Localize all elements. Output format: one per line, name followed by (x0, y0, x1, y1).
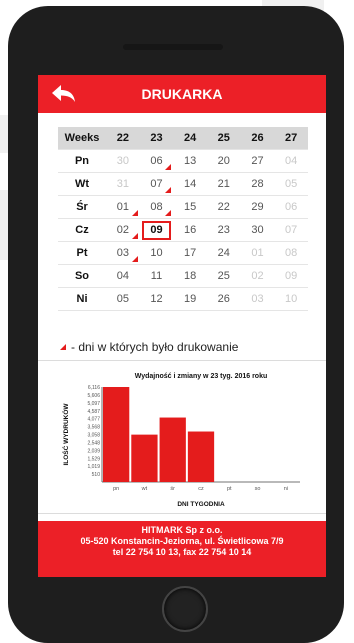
day-number: 02 (116, 224, 129, 236)
week-number-header: 27 (274, 127, 308, 150)
calendar-day[interactable] (140, 173, 174, 196)
day-number: 14 (184, 178, 197, 190)
company-address: 05-520 Konstancin-Jeziorna, ul. Świetlicowa 7/9 (80, 536, 284, 546)
day-number: 19 (184, 293, 197, 305)
y-tick-label: 1,019 (87, 464, 100, 471)
company-footer (38, 521, 326, 577)
x-tick-label: so (254, 486, 261, 492)
day-number: 16 (184, 224, 197, 236)
day-number: 27 (251, 155, 264, 167)
y-tick-label: 2,039 (87, 448, 100, 455)
day-number: 03 (116, 247, 129, 259)
chart-title: Wydajność i zmiany w 23 tyg. 2016 roku (134, 373, 268, 380)
calendar-day[interactable] (173, 150, 207, 173)
calendar-day[interactable] (207, 150, 241, 173)
calendar-day[interactable] (241, 219, 275, 242)
x-axis-label: DNI TYGODNIA (177, 501, 225, 508)
calendar-day[interactable] (173, 265, 207, 288)
calendar-day[interactable] (207, 288, 241, 311)
calendar-day[interactable] (106, 219, 140, 242)
printed-day-marker-icon (132, 256, 138, 262)
day-number: 31 (116, 178, 129, 190)
weekday-label: Ni (58, 288, 106, 311)
calendar-day[interactable] (207, 173, 241, 196)
phone-speaker (123, 44, 223, 50)
calendar-day[interactable] (140, 242, 174, 265)
calendar-day[interactable] (207, 265, 241, 288)
calendar-day[interactable] (173, 173, 207, 196)
printed-day-marker-icon (165, 164, 171, 170)
day-number: 05 (116, 293, 129, 305)
day-number: 09 (150, 224, 163, 236)
weeks-header: Weeks (58, 127, 106, 150)
y-tick-label: 4,077 (87, 416, 100, 423)
app-screen (38, 75, 326, 577)
calendar-day[interactable] (274, 173, 308, 196)
day-number: 18 (184, 270, 197, 282)
y-tick-label: 3,568 (87, 424, 100, 431)
day-number: 13 (184, 155, 197, 167)
day-number: 12 (150, 293, 163, 305)
day-number: 17 (184, 247, 197, 259)
y-axis-label: ILOŚĆ WYDRUKÓW (63, 403, 70, 466)
calendar-day-selected[interactable] (140, 219, 174, 242)
day-number: 15 (184, 201, 197, 213)
week-number-header: 23 (140, 127, 174, 150)
calendar-day[interactable] (106, 265, 140, 288)
calendar-day[interactable] (140, 265, 174, 288)
x-tick-label: pt (226, 486, 232, 492)
calendar-row (58, 288, 308, 311)
calendar-day[interactable] (241, 150, 275, 173)
y-tick-label: 3,058 (87, 432, 100, 439)
y-tick-label: 510 (91, 472, 100, 479)
calendar-day[interactable] (274, 219, 308, 242)
calendar-day[interactable] (173, 288, 207, 311)
printed-day-marker-icon (60, 344, 66, 350)
calendar-day[interactable] (106, 242, 140, 265)
day-number: 09 (285, 270, 298, 282)
week-number-header: 25 (207, 127, 241, 150)
calendar-day[interactable] (173, 242, 207, 265)
divider (38, 513, 326, 514)
day-number: 21 (217, 178, 230, 190)
x-tick-label: ni (283, 486, 288, 492)
home-button[interactable] (162, 586, 208, 632)
back-arrow-icon (50, 82, 78, 106)
calendar-row (58, 265, 308, 288)
day-number: 08 (285, 247, 298, 259)
calendar-day[interactable] (106, 150, 140, 173)
calendar-day[interactable] (241, 196, 275, 219)
legend-text: - dni w których było drukowanie (71, 340, 239, 354)
calendar-day[interactable] (140, 288, 174, 311)
app-header (38, 75, 326, 113)
day-number: 30 (251, 224, 264, 236)
printed-day-marker-icon (132, 233, 138, 239)
weekday-label: So (58, 265, 106, 288)
day-number: 04 (285, 155, 298, 167)
day-number: 24 (217, 247, 230, 259)
print-volume-chart (56, 367, 306, 512)
x-tick-label: pn (113, 486, 120, 492)
weekday-label: Cz (58, 219, 106, 242)
day-number: 22 (217, 201, 230, 213)
legend (60, 340, 238, 354)
printed-day-marker-icon (165, 210, 171, 216)
calendar-day[interactable] (241, 242, 275, 265)
week-number-header: 26 (241, 127, 275, 150)
page-title: DRUKARKA (141, 86, 223, 102)
week-calendar (58, 127, 308, 311)
calendar-day[interactable] (241, 173, 275, 196)
calendar-row (58, 242, 308, 265)
y-tick-label: 4,587 (87, 408, 100, 415)
calendar-row (58, 173, 308, 196)
day-number: 25 (217, 270, 230, 282)
day-number: 01 (116, 201, 129, 213)
day-number: 07 (150, 178, 163, 190)
week-number-header: 22 (106, 127, 140, 150)
bar (103, 387, 129, 482)
calendar-row (58, 196, 308, 219)
calendar-day[interactable] (173, 219, 207, 242)
y-tick-label: 5,097 (87, 400, 100, 407)
day-number: 01 (251, 247, 264, 259)
day-number: 30 (116, 155, 129, 167)
calendar-day[interactable] (241, 265, 275, 288)
calendar-day[interactable] (274, 288, 308, 311)
day-number: 29 (251, 201, 264, 213)
calendar-day[interactable] (274, 242, 308, 265)
day-number: 04 (116, 270, 129, 282)
y-tick-label: 2,548 (87, 440, 100, 447)
calendar-day[interactable] (207, 196, 241, 219)
weekday-label: Pn (58, 150, 106, 173)
bar (131, 435, 157, 482)
calendar-day[interactable] (274, 196, 308, 219)
calendar-day[interactable] (106, 288, 140, 311)
y-tick-label: 5,606 (87, 392, 100, 399)
day-number: 05 (285, 178, 298, 190)
day-number: 10 (150, 247, 163, 259)
company-phone: tel 22 754 10 13, fax 22 754 10 14 (112, 547, 252, 557)
calendar-header-row (58, 127, 308, 150)
calendar-day[interactable] (207, 219, 241, 242)
weekday-label: Śr (58, 196, 106, 219)
x-tick-label: cz (198, 486, 204, 492)
day-number: 11 (150, 270, 163, 282)
day-number: 07 (285, 224, 298, 236)
calendar-day[interactable] (241, 288, 275, 311)
calendar-day[interactable] (274, 265, 308, 288)
calendar-row (58, 219, 308, 242)
y-tick-label: 6,116 (87, 385, 100, 391)
calendar-day[interactable] (140, 150, 174, 173)
calendar-day[interactable] (274, 150, 308, 173)
y-tick-label: 1,529 (87, 456, 100, 463)
x-tick-label: wt (141, 486, 148, 492)
bar (160, 418, 186, 482)
printed-day-marker-icon (165, 187, 171, 193)
day-number: 02 (251, 270, 264, 282)
calendar-day[interactable] (106, 173, 140, 196)
back-button[interactable] (50, 82, 78, 106)
calendar-day[interactable] (140, 196, 174, 219)
day-number: 28 (251, 178, 264, 190)
calendar-day[interactable] (173, 196, 207, 219)
calendar-day[interactable] (106, 196, 140, 219)
calendar-row (58, 150, 308, 173)
day-number: 06 (150, 155, 163, 167)
week-number-header: 24 (173, 127, 207, 150)
x-tick-label: śr (170, 486, 176, 492)
day-number: 08 (150, 201, 163, 213)
printed-day-marker-icon (132, 210, 138, 216)
day-number: 03 (251, 293, 264, 305)
day-number: 26 (217, 293, 230, 305)
calendar-day[interactable] (207, 242, 241, 265)
day-number: 10 (285, 293, 298, 305)
divider (38, 360, 326, 361)
day-number: 20 (217, 155, 230, 167)
company-name: HITMARK Sp z o.o. (141, 525, 223, 535)
day-number: 06 (285, 201, 298, 213)
day-number: 23 (217, 224, 230, 236)
weekday-label: Wt (58, 173, 106, 196)
weekday-label: Pt (58, 242, 106, 265)
bar (188, 432, 214, 482)
